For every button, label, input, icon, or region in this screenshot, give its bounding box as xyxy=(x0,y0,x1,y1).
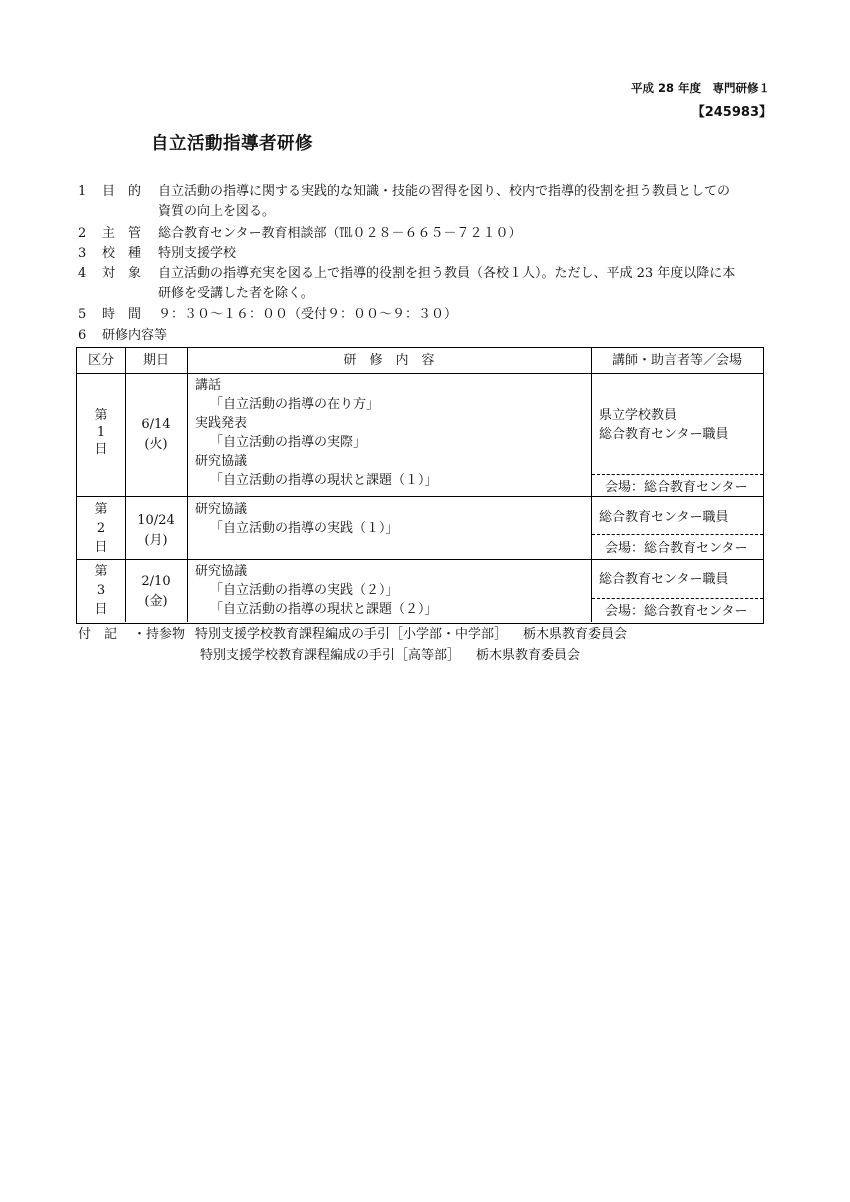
item-label: 対 象 xyxy=(102,266,142,281)
venue-divider xyxy=(592,534,763,535)
header-divider xyxy=(77,373,763,374)
row-divider xyxy=(77,559,763,560)
notes-publisher: 栃木県教育委員会 xyxy=(523,627,628,642)
item-number: 2 xyxy=(78,226,87,241)
content-cell: 講話 「自立活動の指導の在り方」 実践発表 「自立活動の指導の実際」 研究協議 「自立活動の指導の現状と課題（１）」 xyxy=(195,378,438,488)
staff-cell: 県立学校教員 総合教育センター職員 xyxy=(599,408,729,442)
item-value: 総合教育センター教育相談部（℡０２８－６６５－７２１０） xyxy=(158,226,522,241)
staff-cell: 総合教育センター職員 xyxy=(599,510,729,525)
column-divider xyxy=(591,348,592,622)
kubun-cell: 第 2 日 xyxy=(94,502,108,555)
header-staff-venue: 講師・助言者等／会場 xyxy=(611,353,742,368)
content-cell: 研究協議 「自立活動の指導の実践（１）」 xyxy=(195,502,399,536)
row-divider xyxy=(77,496,763,497)
kubun-cell: 第 1 日 xyxy=(94,408,108,457)
schedule-table xyxy=(76,347,764,624)
notes-sublabel: ・持参物 xyxy=(133,627,186,642)
item-label: 主 管 xyxy=(102,226,142,241)
item-value: 自立活動の指導充実を図る上で指導的役割を担う教員（各校１人）。ただし、平成 23 年度以降に本 xyxy=(158,266,736,281)
item-label: 校 種 xyxy=(102,246,142,261)
notes-publisher: 栃木県教育委員会 xyxy=(476,648,581,663)
date-cell: 6/14 (火) xyxy=(141,417,171,452)
notes-document: 特別支援学校教育課程編成の手引［高等部］ xyxy=(200,648,461,663)
venue-divider xyxy=(592,598,763,599)
date-cell: 2/10 (金) xyxy=(141,574,171,609)
item-value-continued: 資質の向上を図る。 xyxy=(158,203,276,219)
venue-cell: 会場：総合教育センター xyxy=(605,604,748,619)
date-cell: 10/24 (月) xyxy=(137,513,175,548)
item-label: 目 的 xyxy=(102,184,142,199)
notes-line xyxy=(78,625,627,644)
header-date: 期日 xyxy=(142,353,169,368)
item-value: ９：３０～１６：００（受付９：００～９：３０） xyxy=(158,307,458,322)
notes-label: 付 記 xyxy=(78,627,118,642)
venue-cell: 会場：総合教育センター xyxy=(605,541,748,556)
page-title: 自立活動指導者研修 xyxy=(151,134,313,154)
item-value: 特別支援学校 xyxy=(158,246,237,261)
item-number: 5 xyxy=(78,307,87,322)
item-label: 時 間 xyxy=(102,307,142,322)
kubun-cell: 第 3 日 xyxy=(94,564,108,617)
content-cell: 研究協議 「自立活動の指導の実践（２）」 「自立活動の指導の現状と課題（２）」 xyxy=(195,564,438,617)
staff-cell: 総合教育センター職員 xyxy=(599,572,729,587)
header-course-code: 【245983】 xyxy=(691,105,772,120)
header-year-line: 平成 28 年度 専門研修１ xyxy=(630,81,770,95)
notes-line xyxy=(200,646,580,665)
item-number: 3 xyxy=(78,246,87,261)
item-value: 自立活動の指導に関する実践的な知識・技能の習得を図り、校内で指導的役割を担う教員としての xyxy=(158,184,731,199)
item-number: 6 xyxy=(78,328,87,343)
item-value-continued: 研修を受講した者を除く。 xyxy=(158,285,314,301)
header-content: 研 修 内 容 xyxy=(343,353,435,368)
header-kubun: 区分 xyxy=(87,353,114,368)
venue-divider xyxy=(592,474,763,475)
item-number: 1 xyxy=(78,184,87,199)
notes-document: 特別支援学校教育課程編成の手引［小学部・中学部］ xyxy=(195,627,508,642)
venue-cell: 会場：総合教育センター xyxy=(605,480,748,495)
item-label: 研修内容等 xyxy=(102,328,168,343)
item-number: 4 xyxy=(78,266,87,281)
column-divider xyxy=(187,348,188,622)
